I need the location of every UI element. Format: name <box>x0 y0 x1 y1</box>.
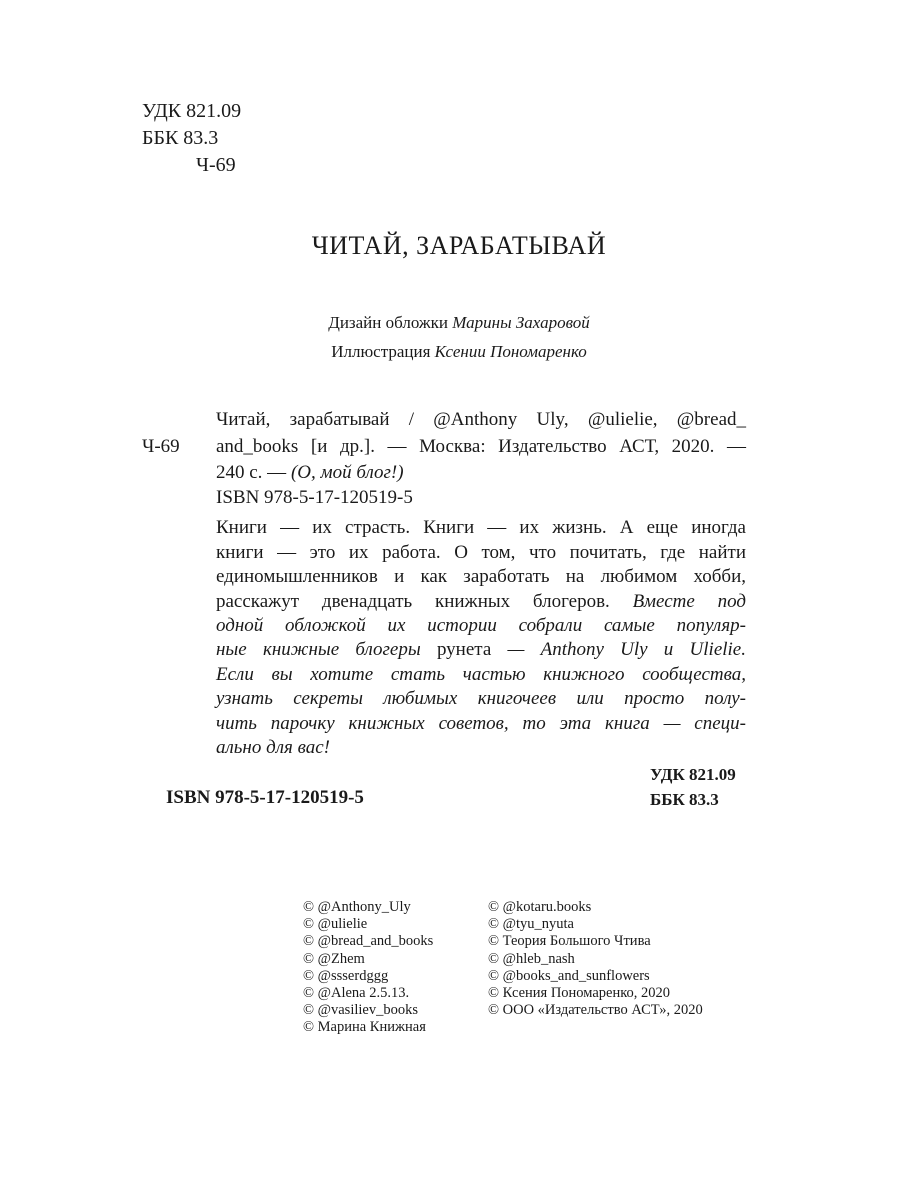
copyright-line: © Ксения Пономаренко, 2020 <box>488 985 671 1002</box>
illustration-credit-prefix: Иллюстрация <box>331 342 435 361</box>
udk-code: УДК 821.09 <box>142 100 242 122</box>
annotation-line <box>216 638 746 662</box>
bibliographic-line: and_books [и др.]. — Москва: Издательство АСТ, 2020. — <box>216 436 746 457</box>
copyright-line: © @kotaru.books <box>488 899 592 915</box>
annotation-line: одной обложкой их истории собрали самые популяр- <box>216 615 746 636</box>
page-count: 240 с. — <box>216 462 291 483</box>
cover-credit-name: Марины Захаровой <box>452 313 590 332</box>
author-mark: Ч-69 <box>142 436 180 457</box>
isbn-bold: ISBN 978-5-17-120519-5 <box>166 787 364 808</box>
annotation-text: рунета <box>436 639 492 660</box>
cover-design-credit <box>0 313 900 333</box>
copyright-line: © @Alena 2.5.13. <box>303 985 410 1002</box>
copyright-column-left <box>303 899 433 1037</box>
annotation-line: ально для вас! <box>216 737 330 758</box>
annotation-line: единомышленников и как заработать на любимом хобби, <box>216 566 746 587</box>
copyright-line: © Теория Большого Чтива <box>488 933 651 950</box>
annotation-italic-text: — Anthony Uly и Ulielie. <box>491 639 746 660</box>
copyright-line: © @books_and_sunflowers <box>488 967 650 984</box>
author-mark-top: Ч-69 <box>196 154 236 176</box>
annotation-text: расскажут двенадцать книжных блогеров. <box>216 591 633 612</box>
annotation-line: узнать секреты любимых книгочеев или просто полу- <box>216 688 746 709</box>
copyright-line: © @ulielie <box>303 916 368 933</box>
copyright-line: © @bread_and_books <box>303 933 434 950</box>
isbn-line: ISBN 978-5-17-120519-5 <box>216 487 413 508</box>
annotation-line: книги — это их работа. О том, что почитать, где найти <box>216 542 746 563</box>
cover-credit-prefix: Дизайн обложки <box>328 313 453 332</box>
copyright-line: © @tyu_nyuta <box>488 916 574 933</box>
annotation-line: Если вы хотите стать частью книжного сообщества, <box>216 664 746 685</box>
copyright-line: © @Anthony_Uly <box>303 899 411 915</box>
bibliographic-line <box>216 460 404 486</box>
bbk-code-bottom: ББК 83.3 <box>650 790 719 809</box>
series-name: (О, мой блог!) <box>290 462 404 483</box>
illustration-credit <box>0 342 900 362</box>
bbk-code: ББК 83.3 <box>142 127 219 149</box>
copyright-line: © @vasiliev_books <box>303 1002 418 1019</box>
copyright-line: © ООО «Издательство АСТ», 2020 <box>488 1002 703 1019</box>
annotation-line <box>216 590 746 614</box>
udk-code-bottom: УДК 821.09 <box>650 765 736 784</box>
copyright-line: © @ssserdggg <box>303 967 389 984</box>
bibliographic-line: Читай, зарабатывай / @Anthony Uly, @ulielie, @bread_ <box>216 409 746 430</box>
copyright-line: © @hleb_nash <box>488 950 575 967</box>
copyright-line: © Марина Книжная <box>303 1019 426 1036</box>
book-title: ЧИТАЙ, ЗАРАБАТЫВАЙ <box>311 231 607 260</box>
annotation-italic-text: ные книжные блогеры <box>216 639 437 660</box>
illustration-credit-name: Ксении Пономаренко <box>434 342 587 361</box>
copyright-line: © @Zhem <box>303 950 365 967</box>
annotation-line: Книги — их страсть. Книги — их жизнь. А еще иногда <box>216 517 746 538</box>
copyright-column-right <box>488 899 703 1019</box>
annotation-line: чить парочку книжных советов, то эта книга — специ- <box>216 713 746 734</box>
annotation-italic-text: Вместе под <box>632 591 746 612</box>
